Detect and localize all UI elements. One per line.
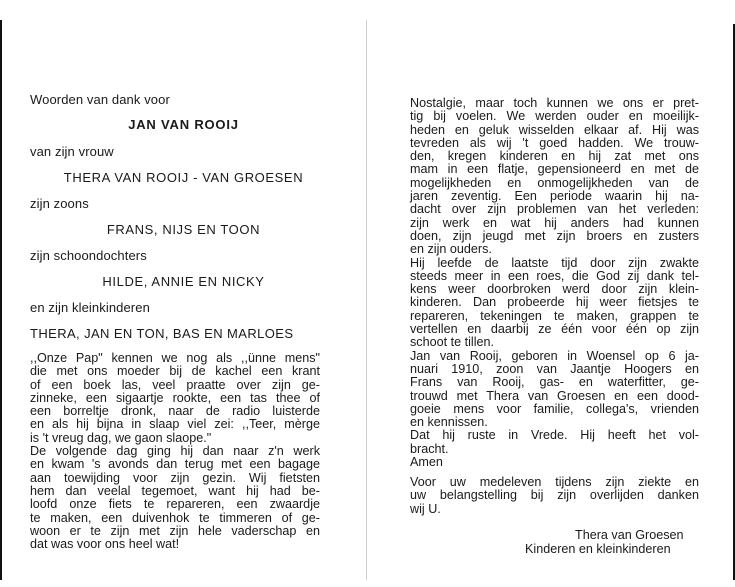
text-line: goeie mens voor familie, collega's, vrienden: [410, 401, 699, 416]
text-line: Nostalgie, maar toch kunnen we ons er pret-: [410, 96, 699, 110]
text-line: Dat hij ruste in Vrede. Hij heeft het vol-: [410, 428, 699, 443]
text-line: Hij leefde de laatste tijd door zijn zwakte: [410, 255, 699, 270]
story-line: te maken, een duivenhok te timmeren of ge-: [30, 510, 320, 525]
amen-text: Amen: [410, 455, 443, 470]
left-panel: [0, 0, 367, 587]
grandchildren-label: en zijn kleinkinderen: [30, 300, 150, 315]
daughters-names: HILDE, ANNIE EN NICKY: [102, 274, 265, 289]
right-panel: [367, 0, 735, 587]
text-line: uw belangstelling bij zijn overlijden danken: [410, 488, 699, 503]
text-line: doen, zijn jeugd met zijn broers en zusters: [410, 228, 699, 243]
sons-label: zijn zoons: [30, 196, 89, 211]
story-line: ,,Onze Pap" kennen we nog als ,,ünne mens": [30, 351, 320, 365]
story-line: of een boek las, veel praatte over zijn ge-: [30, 377, 320, 392]
story-line: een borreltje dronk, naar de radio luisterde: [30, 404, 320, 419]
deceased-name: JAN VAN ROOIJ: [128, 117, 239, 132]
text-line: mogelijkheden en onmogelijkheden van de: [410, 175, 699, 190]
text-line: wij U.: [410, 501, 441, 516]
signature-name: Thera van Groesen: [575, 528, 684, 542]
text-line: tig bij voelen. We werden ouder en moeilijk-: [410, 109, 699, 124]
text-line: Frans van Rooij, gas- en waterfitter, ge-: [410, 375, 699, 390]
text-line: en zijn ouders.: [410, 242, 492, 257]
left-border: [0, 20, 6, 580]
text-line: vertellen en daarbij ze één voor één op zijn: [410, 322, 699, 337]
right-border: [729, 24, 735, 580]
text-line: mam in een flatje, gepensioneerd en met de: [410, 162, 699, 177]
text-line: kens weer doorbroken werd door zijn klein-: [410, 282, 699, 297]
story-line: zinneke, een sigaartje rookte, een tas thee of: [30, 390, 320, 405]
wife-name: THERA VAN ROOIJ - VAN GROESEN: [63, 170, 304, 185]
text-line: en kennissen.: [410, 415, 488, 430]
story-line: aan toewijding voor zijn gezin. Wij fietsten: [30, 470, 320, 485]
intro-text: Woorden van dank voor: [30, 92, 170, 107]
text-line: Jan van Rooij, geboren in Woensel op 6 ja-: [410, 348, 699, 363]
text-line: bracht.: [410, 441, 449, 456]
text-line: tevreden als wij 't goed hadden. We trouw-: [410, 135, 699, 150]
text-line: den, kregen kinderen en hij zat met ons: [410, 149, 699, 164]
story-paragraph: [30, 352, 320, 551]
story-line: is 't vreug dag, we gaon slaope.": [30, 430, 212, 445]
story-line: dat was voor ons heel wat!: [30, 537, 180, 552]
text-line: jaren zeventig. Een periode waarin hij na-: [410, 189, 699, 204]
text-line: heden en geluk wisselden elkaar af. Hij was: [410, 122, 699, 137]
story-line: woon er te zijn met zijn hele vaderschap en: [30, 523, 320, 538]
text-line: steeds meer in een roes, die God zij dank tel-: [410, 268, 699, 283]
text-line: kinderen. Dan probeerde hij weer fietsjes te: [410, 295, 699, 310]
wife-label: van zijn vrouw: [30, 144, 114, 159]
story-line: hem dan veelal tegemoet, want hij had be-: [30, 483, 320, 498]
text-line: dacht over zijn problemen van het verleden:: [410, 202, 699, 217]
story-line: en als hij bijna in slaap viel zei: ,,Teer, mèrge: [30, 417, 320, 432]
thanks-paragraph: [410, 476, 699, 516]
sons-names: FRANS, NIJS EN TOON: [106, 222, 261, 237]
story-line: De volgende dag ging hij dan naar z'n werk: [30, 444, 320, 459]
nostalgia-paragraph: [410, 97, 699, 469]
text-line: nuari 1910, zoon van Jaantje Hoogers en: [410, 361, 699, 376]
story-line: loofd onze fiets te repareren, een zwaardje: [30, 497, 320, 512]
daughters-label: zijn schoondochters: [30, 248, 147, 263]
signature-family: Kinderen en kleinkinderen: [525, 542, 671, 556]
text-line: zijn werk en wat hij anders had kunnen: [410, 215, 699, 230]
text-line: repareren, tekeningen te maken, grappen te: [410, 308, 699, 323]
story-line: en kwam 's avonds dan terug met een bagage: [30, 457, 320, 472]
story-line: die met ons moeder bij de kachel een krant: [30, 364, 320, 379]
text-line: Voor uw medeleven tijdens zijn ziekte en: [410, 475, 699, 489]
text-line: trouwd met Thera van Groesen en een dood-: [410, 388, 699, 403]
grandchildren-names: THERA, JAN EN TON, BAS EN MARLOES: [30, 326, 294, 341]
text-line: schoot te tillen.: [410, 335, 495, 350]
